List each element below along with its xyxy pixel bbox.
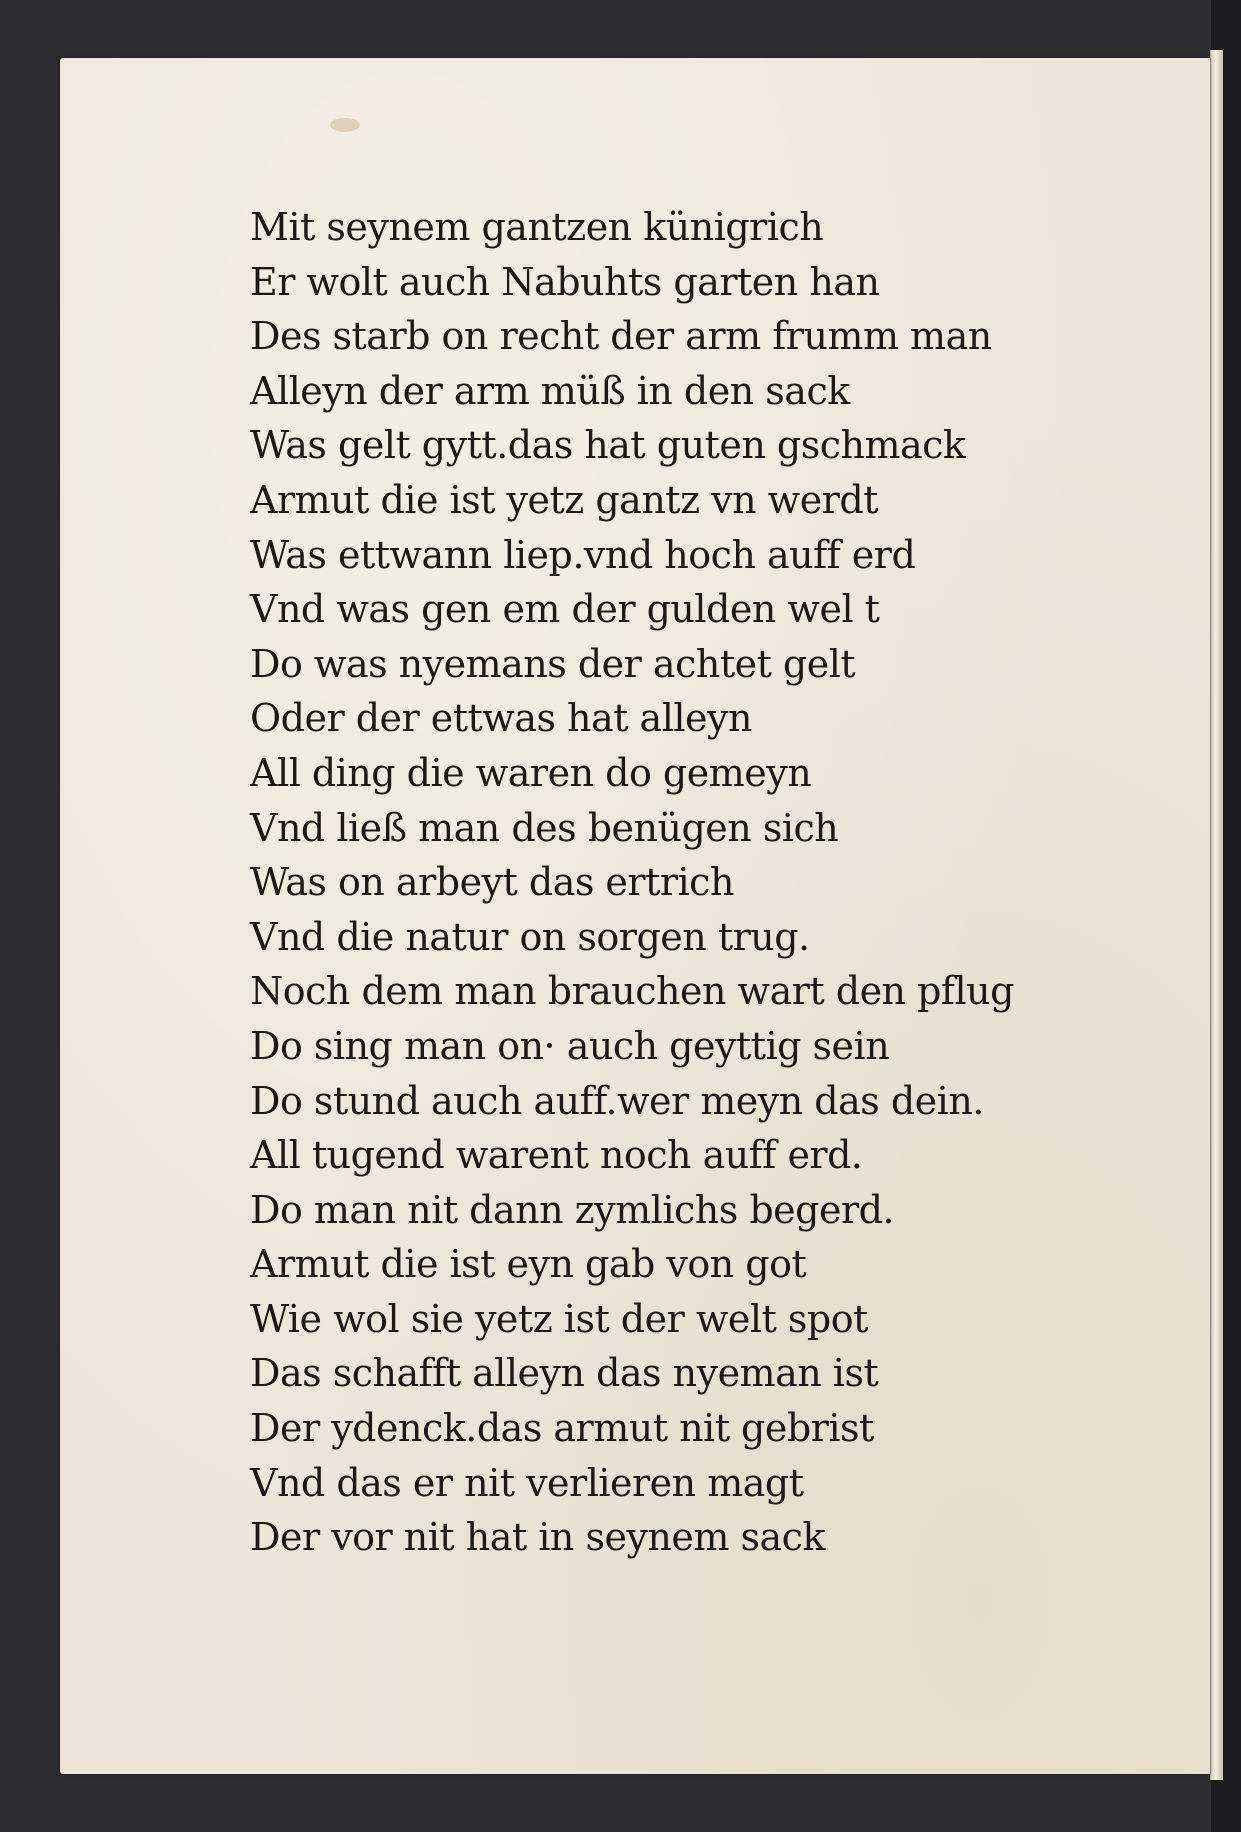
page-edge <box>1210 50 1223 1780</box>
verse-line: Was ettwann liep.vnd hoch auff erd <box>250 532 916 577</box>
verse-line: Do sing man on· auch geyttig sein <box>250 1023 890 1068</box>
verse-line: Was on arbeyt das ertrich <box>250 860 734 905</box>
verse-line: Er wolt auch Nabuhts garten han <box>250 259 880 304</box>
verse-line: Oder der ettwas hat alleyn <box>250 696 752 741</box>
verse-line: Mit seynem gantzen künigrich <box>250 205 824 249</box>
verse-line: All tugend warent noch auff erd. <box>250 1133 863 1178</box>
verse-line: Do man nit dann zymlichs begerd. <box>250 1187 895 1232</box>
verse-line: Alleyn der arm müß in den sack <box>250 368 850 413</box>
verse-text <box>250 200 1080 1565</box>
paper-stain <box>330 118 360 132</box>
verse-line: Do stund auch auff.wer meyn das dein. <box>250 1078 984 1123</box>
verse-line: Das schafft alleyn das nyeman ist <box>250 1351 879 1396</box>
verse-line: Armut die ist yetz gantz vn werdt <box>250 477 878 522</box>
verse-line: Wie wol sie yetz ist der welt spot <box>250 1296 868 1341</box>
verse-line: Der ydenck.das armut nit gebrist <box>250 1406 874 1451</box>
verse-line: Vnd das er nit verlieren magt <box>250 1460 804 1505</box>
verse-line: Vnd was gen em der gulden wel t <box>250 587 880 632</box>
verse-line: All ding die waren do gemeyn <box>250 750 812 795</box>
verse-line: Vnd die natur on sorgen trug. <box>250 914 810 959</box>
verse-line: Der vor nit hat in seynem sack <box>250 1515 825 1560</box>
verse-line: Do was nyemans der achtet gelt <box>250 641 856 686</box>
verse-line: Was gelt gytt.das hat guten gschmack <box>250 423 966 468</box>
verse-line: Armut die ist eyn gab von got <box>250 1242 807 1287</box>
verse-line: Des starb on recht der arm frumm man <box>250 314 992 359</box>
verse-line: Vnd ließ man des benügen sich <box>250 805 839 850</box>
verse-line: Noch dem man brauchen wart den pflug <box>250 969 1014 1014</box>
